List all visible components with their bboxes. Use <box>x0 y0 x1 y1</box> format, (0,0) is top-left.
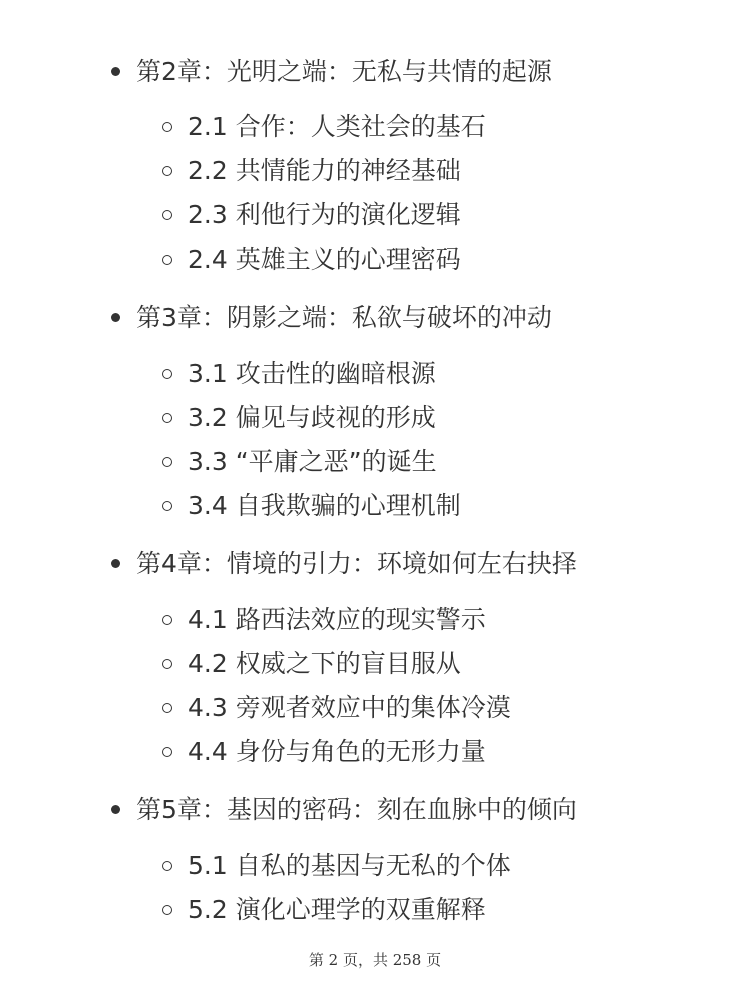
section-title: 2.3 利他行为的演化逻辑 <box>188 200 461 229</box>
section-title: 3.2 偏见与歧视的形成 <box>188 403 436 432</box>
bullet-circle-icon <box>162 413 172 423</box>
section-title: 5.1 自私的基因与无私的个体 <box>188 851 511 880</box>
chapter-title: 第2章：光明之端：无私与共情的起源 <box>136 57 552 86</box>
chapter-title: 第5章：基因的密码：刻在血脉中的倾向 <box>136 795 577 824</box>
bullet-circle-icon <box>162 457 172 467</box>
chapter-title: 第3章：阴影之端：私欲与破坏的冲动 <box>136 303 552 332</box>
page-number-footer: 第 2 页，共 258 页 <box>308 951 442 969</box>
bullet-circle-icon <box>162 747 172 757</box>
section-title: 3.1 攻击性的幽暗根源 <box>188 359 436 388</box>
section-title: 3.3 “平庸之恶”的诞生 <box>188 447 437 476</box>
section-title: 2.1 合作：人类社会的基石 <box>188 112 486 141</box>
bullet-disc-icon <box>111 313 120 322</box>
bullet-disc-icon <box>111 559 120 568</box>
bullet-disc-icon <box>111 67 120 76</box>
section-title: 4.4 身份与角色的无形力量 <box>188 737 486 766</box>
bullet-circle-icon <box>162 659 172 669</box>
bullet-circle-icon <box>162 861 172 871</box>
bullet-circle-icon <box>162 122 172 132</box>
section-title: 2.2 共情能力的神经基础 <box>188 156 461 185</box>
bullet-circle-icon <box>162 255 172 265</box>
bullet-circle-icon <box>162 166 172 176</box>
section-title: 2.4 英雄主义的心理密码 <box>188 245 461 274</box>
section-title: 4.2 权威之下的盲目服从 <box>188 649 461 678</box>
bullet-circle-icon <box>162 369 172 379</box>
section-title: 3.4 自我欺骗的心理机制 <box>188 491 461 520</box>
bullet-disc-icon <box>111 805 120 814</box>
section-title: 4.1 路西法效应的现实警示 <box>188 605 486 634</box>
bullet-circle-icon <box>162 703 172 713</box>
bullet-circle-icon <box>162 501 172 511</box>
bullet-circle-icon <box>162 615 172 625</box>
bullet-circle-icon <box>162 210 172 220</box>
section-title: 4.3 旁观者效应中的集体冷漠 <box>188 693 511 722</box>
bullet-circle-icon <box>162 905 172 915</box>
chapter-title: 第4章：情境的引力：环境如何左右抉择 <box>136 549 577 578</box>
section-title: 5.2 演化心理学的双重解释 <box>188 895 486 924</box>
